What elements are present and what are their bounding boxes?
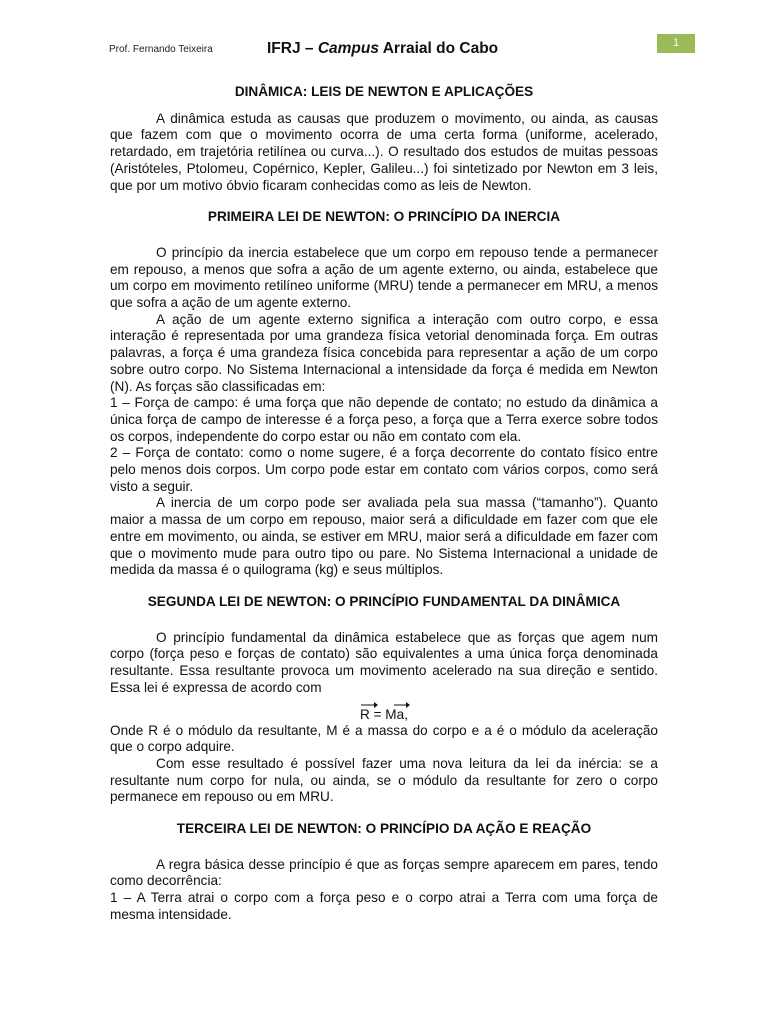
institution-prefix: IFRJ –	[267, 40, 318, 57]
first-law-paragraph-1: O princípio da inercia estabelece que um corpo em repouso tende a permanecer em repouso, a menos que sofra a ação de um agente externo, ou ainda, estabelece que um corpo em movimento retilíneo uniforme (MRU) tende a permanecer em MRU, a menos que sofra a ação de um agente externo.	[110, 244, 658, 311]
institution-suffix: Arraial do Cabo	[378, 40, 499, 57]
institution-campus: Campus	[317, 40, 379, 57]
vector-arrows-icon	[360, 701, 418, 709]
second-law-paragraph-1: O princípio fundamental da dinâmica estabelece que as forças que agem num corpo (força peso e forças de contato) são equivalentes a uma única força denominada resultante. Essa resultante provoca um movimento acelerado na sua direção e sentido. Essa lei é expressa de acordo com	[110, 629, 658, 695]
formula-block	[110, 703, 658, 723]
intro-paragraph: A dinâmica estuda as causas que produzem o movimento, ou ainda, as causas que fazem com que o movimento ocorra de uma certa forma (uniforme, acelerado, retardado, em trajetória retilínea ou curva...). O resultado dos estudos de muitas pessoas (Aristóteles, Ptolomeu, Copérnico, Kepler, Galileu...) foi sintetizado por Newton em 3 leis, que por um motivo óbvio ficaram conhecidas como as leis de Newton.	[110, 110, 658, 193]
third-law-paragraph-1: A regra básica desse princípio é que as forças sempre aparecem em pares, tendo como decorrência:	[110, 856, 658, 889]
first-law-item-2: 2 – Força de contato: como o nome sugere, é a força decorrente do contato físico entre pelo menos dois corpos. Um corpo pode estar em contato com vários corpos, como será visto a seguir.	[110, 445, 658, 494]
header-institution	[267, 40, 498, 58]
third-law-item-1: 1 – A Terra atrai o corpo com a força peso e o corpo atrai a Terra com uma força de mesma intensidade.	[110, 890, 658, 922]
first-law-heading: PRIMEIRA LEI DE NEWTON: O PRINCÍPIO DA INERCIA	[207, 209, 561, 225]
second-law-paragraph-3: Com esse resultado é possível fazer uma nova leitura da lei da inércia: se a resultante num corpo for nula, ou ainda, se o módulo da resultante for zero o corpo permanece em repouso ou em MRU.	[110, 755, 658, 805]
newton-second-law-formula: R = Ma,	[360, 706, 408, 722]
first-law-paragraph-2: A ação de um agente externo significa a interação com outro corpo, e essa interação é representada por uma grandeza física vetorial denominada força. Em outras palavras, a força é uma grandeza física concebida para representar a ação de um corpo sobre outro corpo. No Sistema Internacional a intensidade da força é medida em Newton (N). As forças são classificadas em:	[110, 311, 658, 394]
third-law-heading: TERCEIRA LEI DE NEWTON: O PRINCÍPIO DA AÇÃO E REAÇÃO	[176, 821, 592, 837]
second-law-paragraph-2: Onde R é o módulo da resultante, M é a massa do corpo e a é o módulo da aceleração que o corpo adquire.	[110, 722, 658, 755]
second-law-heading: SEGUNDA LEI DE NEWTON: O PRINCÍPIO FUNDAMENTAL DA DINÂMICA	[147, 593, 621, 609]
page-number-badge: 1	[657, 34, 695, 53]
document-body	[110, 84, 658, 924]
document-title: DINÂMICA: LEIS DE NEWTON E APLICAÇÕES	[234, 84, 534, 99]
formula-wrapper	[360, 703, 408, 724]
header-author: Prof. Fernando Teixeira	[109, 44, 213, 55]
first-law-paragraph-3: A inercia de um corpo pode ser avaliada pela sua massa (“tamanho”). Quanto maior a massa de um corpo em repouso, maior será a dificuldade em fazer com que ele entre em movimento, ou ainda, se estiver em MRU, maior será a dificuldade em fazer com que o movimento mude para outro tipo ou pare. No Sistema Internacional a unidade de medida da massa é o quilograma (kg) e seus múltiplos.	[110, 495, 658, 578]
first-law-item-1: 1 – Força de campo: é uma força que não depende de contato; no estudo da dinâmica a única força de campo de interesse é a força peso, a força que a Terra exerce sobre todos os corpos, independente do corpo estar ou não em contato com ela.	[110, 395, 658, 444]
